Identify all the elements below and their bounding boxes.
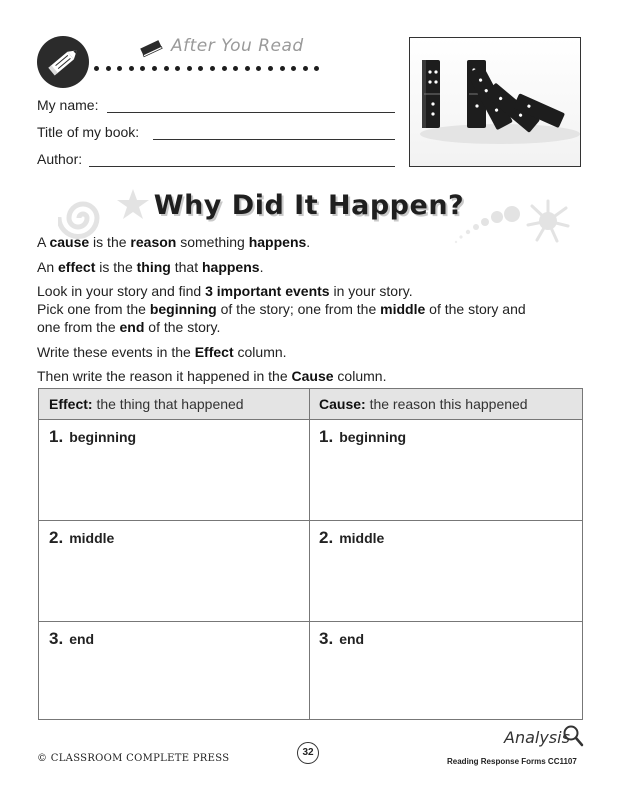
divider-dot: [314, 66, 319, 71]
publisher-credit: © CLASSROOM COMPLETE PRESS: [37, 753, 230, 764]
divider-dot: [303, 66, 308, 71]
keyword: happens: [201, 259, 260, 275]
text-run: is the: [89, 234, 131, 250]
book-title-label: Title of my book:: [37, 124, 140, 140]
text-run: column.: [333, 368, 387, 384]
divider-dot: [268, 66, 273, 71]
author-label: Author:: [37, 151, 83, 167]
text-run: of the story and: [425, 301, 526, 317]
text-run: Then write the reason it happened in the: [37, 368, 292, 384]
keyword: Cause: [291, 368, 334, 384]
category-label: Analysis: [504, 728, 570, 747]
effect-cell-middle[interactable]: 2. middle: [49, 528, 115, 547]
instruction-line: [37, 300, 526, 318]
divider-dot: [222, 66, 227, 71]
magnifier-icon: [562, 724, 584, 748]
cause-cell-beginning[interactable]: 1. beginning: [319, 427, 407, 446]
keyword: Effect: [194, 344, 234, 360]
text-run: Write these events in the: [37, 344, 195, 360]
text-run: column.: [233, 344, 287, 360]
cause-cell-middle[interactable]: 2. middle: [319, 528, 385, 547]
row-divider: [39, 520, 582, 521]
cause-cell-end[interactable]: 3. end: [319, 629, 365, 648]
keyword: beginning: [149, 301, 217, 317]
keyword: reason: [130, 234, 177, 250]
keyword: thing: [136, 259, 171, 275]
page-number: 32: [297, 742, 319, 764]
my-name-line[interactable]: [107, 112, 395, 113]
divider-dot: [106, 66, 111, 71]
instruction-line: [37, 258, 263, 276]
text-run: of the story.: [144, 319, 221, 335]
row-divider: [39, 621, 582, 622]
author-line[interactable]: [89, 166, 395, 167]
text-run: Look in your story and find: [37, 283, 206, 299]
text-run: one from the: [37, 319, 120, 335]
text-run: in your story.: [329, 283, 413, 299]
divider-dot: [129, 66, 134, 71]
instruction-line: [37, 318, 220, 336]
keyword: effect: [58, 259, 96, 275]
page-title: Why Did It Happen?: [153, 190, 465, 221]
keyword: happens: [248, 234, 307, 250]
text-run: .: [259, 259, 264, 275]
effect-cell-beginning[interactable]: 1. beginning: [49, 427, 137, 446]
instruction-line: [37, 367, 386, 385]
book-title-field[interactable]: [37, 124, 397, 144]
divider-dot: [291, 66, 296, 71]
keyword: end: [119, 319, 145, 335]
my-name-field[interactable]: [37, 97, 397, 117]
divider-dot: [187, 66, 192, 71]
text-run: Pick one from the: [37, 301, 150, 317]
divider-dot: [233, 66, 238, 71]
series-code: Reading Response Forms CC1107: [447, 757, 577, 766]
text-run: .: [306, 234, 311, 250]
divider-dot: [198, 66, 203, 71]
text-run: of the story; one from the: [216, 301, 381, 317]
text-run: is the: [95, 259, 137, 275]
divider-dot: [152, 66, 157, 71]
book-icon: [138, 38, 164, 58]
keyword: middle: [380, 301, 426, 317]
cause-column-header: Cause: the reason this happened: [319, 396, 528, 412]
text-run: that: [170, 259, 202, 275]
dotted-divider: [94, 64, 322, 74]
divider-dot: [117, 66, 122, 71]
divider-dot: [175, 66, 180, 71]
keyword: cause: [49, 234, 90, 250]
divider-dot: [140, 66, 145, 71]
effect-column-header: Effect: the thing that happened: [49, 396, 244, 412]
instruction-line: [37, 343, 287, 361]
divider-dot: [256, 66, 261, 71]
my-name-label: My name:: [37, 97, 99, 113]
text-run: An: [37, 259, 59, 275]
cause-effect-table: [38, 388, 583, 720]
keyword: 3 important events: [205, 283, 330, 299]
divider-dot: [210, 66, 215, 71]
divider-dot: [94, 66, 99, 71]
section-tag: After You Read: [171, 36, 304, 56]
table-header: [39, 389, 582, 420]
book-title-line[interactable]: [153, 139, 395, 140]
pencil-badge-icon: [37, 36, 89, 88]
divider-dot: [245, 66, 250, 71]
instruction-line: [37, 233, 310, 251]
divider-dot: [280, 66, 285, 71]
divider-dot: [164, 66, 169, 71]
column-divider: [309, 389, 310, 719]
text-run: something: [176, 234, 249, 250]
author-field[interactable]: [37, 151, 397, 171]
effect-cell-end[interactable]: 3. end: [49, 629, 95, 648]
dominoes-photo: [409, 37, 581, 167]
instruction-line: [37, 282, 413, 300]
text-run: A: [37, 234, 50, 250]
falling-dominoes-image: [410, 38, 581, 167]
